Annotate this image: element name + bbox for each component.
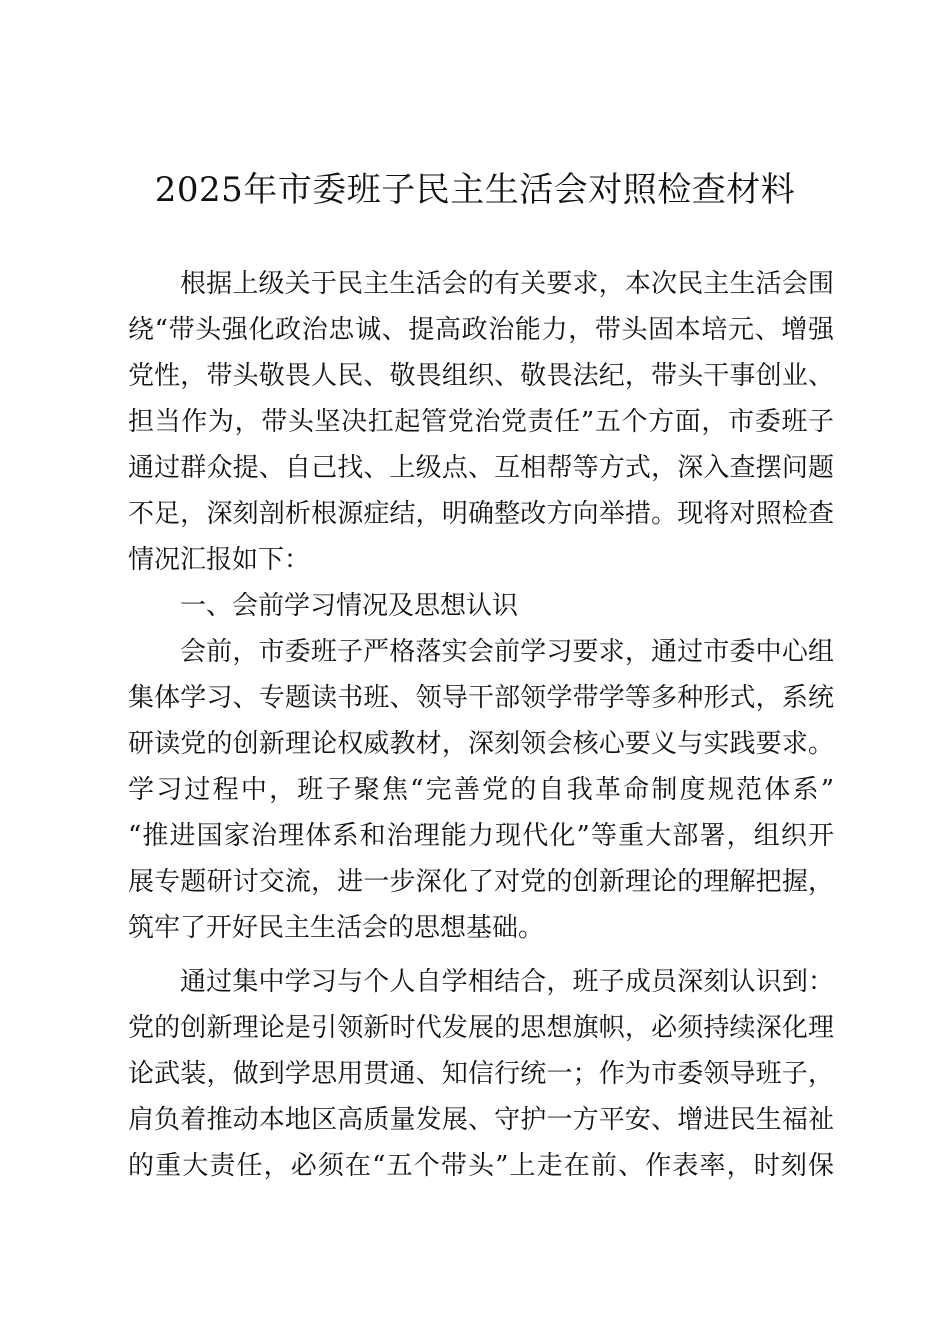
text-line: 展专题研讨交流，进一步深化了对党的创新理论的理解把握， (128, 867, 834, 897)
text-line: 党的创新理论是引领新时代发展的思想旗帜，必须持续深化理 (128, 1013, 834, 1043)
document-body (128, 261, 834, 1189)
text-line: 论武装，做到学思用贯通、知信行统一；作为市委领导班子， (128, 1059, 834, 1089)
text-line: 肩负着推动本地区高质量发展、守护一方平安、增进民生福祉 (128, 1105, 834, 1135)
text-line: 担当作为，带头坚决扛起管党治党责任”五个方面，市委班子 (128, 407, 834, 437)
text-line: 情况汇报如下： (128, 545, 311, 575)
text-line: 通过群众提、自己找、上级点、互相帮等方式，深入查摆问题 (128, 453, 834, 483)
text-line: 研读党的创新理论权威教材，深刻领会核心要义与实践要求。 (128, 729, 834, 759)
text-line: 通过集中学习与个人自学相结合，班子成员深刻认识到： (180, 967, 834, 997)
paragraph-gap (128, 951, 834, 959)
text-line: 筑牢了开好民主生活会的思想基础。 (128, 913, 545, 943)
document-title: 2025年市委班子民主生活会对照检查材料 (154, 170, 796, 210)
text-line: 党性，带头敬畏人民、敬畏组织、敬畏法纪，带头干事创业、 (128, 361, 834, 391)
text-line: 集体学习、专题读书班、领导干部领学带学等多种形式，系统 (128, 683, 834, 713)
text-line: “推进国家治理体系和治理能力现代化”等重大部署，组织开 (128, 821, 834, 851)
text-line: 不足，深刻剖析根源症结，明确整改方向举措。现将对照检查 (128, 499, 834, 529)
text-line: 根据上级关于民主生活会的有关要求，本次民主生活会围 (180, 269, 834, 299)
text-line: 会前，市委班子严格落实会前学习要求，通过市委中心组 (180, 637, 834, 667)
text-line: 绕“带头强化政治忠诚、提高政治能力，带头固本培元、增强 (128, 315, 834, 345)
section-heading: 一、会前学习情况及思想认识 (180, 591, 519, 621)
text-line: 的重大责任，必须在“五个带头”上走在前、作表率，时刻保 (128, 1151, 834, 1181)
text-line: 学习过程中，班子聚焦“完善党的自我革命制度规范体系” (128, 775, 834, 805)
